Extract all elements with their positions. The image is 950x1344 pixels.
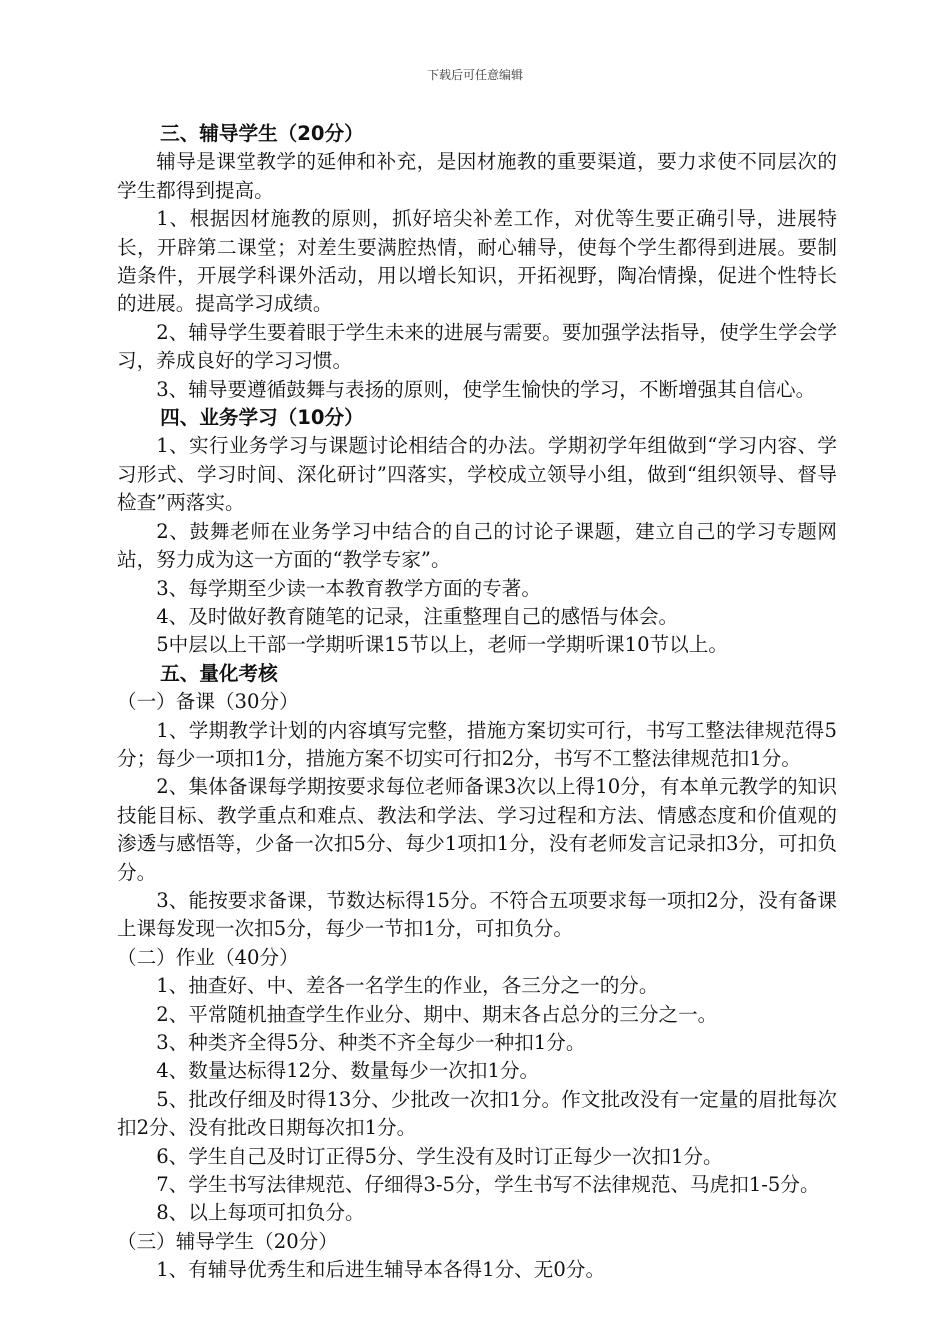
paragraph: 3、辅导要遵循鼓舞与表扬的原则，使学生愉快的学习，不断增强其自信心。 xyxy=(156,377,816,401)
paragraph: 3、能按要求备课，节数达标得15分。不符合五项要求每一项扣2分，没有备课上课每发现一次扣5分，每少一节扣1分，可扣负分。 xyxy=(117,888,837,941)
paragraph: 2、鼓舞老师在业务学习中结合的自己的讨论子课题，建立自己的学习专题网站，努力成为这一方面的“教学专家”。 xyxy=(117,519,837,572)
paragraph: 1、根据因材施教的原则，抓好培尖补差工作，对优等生要正确引导，进展特长，开辟第二课堂；对差生要满腔热情，耐心辅导，使每个学生都得到进展。要制造条件，开展学科课外活动，用以增长知识，开拓视野，陶冶情操，促进个性特长的进展。提高学习成绩。 xyxy=(117,207,837,316)
paragraph: 1、有辅导优秀生和后进生辅导本各得1分、无0分。 xyxy=(156,1258,606,1282)
section-heading: 三、辅导学生（20分） xyxy=(160,122,364,145)
subsection-heading: （一）备课（30分） xyxy=(117,690,299,714)
paragraph: 2、集体备课每学期按要求每位老师备课3次以上得10分，有本单元教学的知识技能目标、教学重点和难点、教法和学法、学习过程和方法、情感态度和价值观的渗透与感悟等，少备一次扣5分、每少1项扣1分，没有老师发言记录扣3分，可扣负分。 xyxy=(117,775,837,884)
paragraph: 6、学生自己及时订正得5分、学生没有及时订正每少一次扣1分。 xyxy=(156,1144,723,1168)
paragraph: 5、批改仔细及时得13分、少批改一次扣1分。作文批改没有一定量的眉批每次扣2分、没有批改日期每次扣1分。 xyxy=(117,1087,837,1140)
subsection-heading: （二）作业（40分） xyxy=(117,945,299,969)
paragraph: 1、学期教学计划的内容填写完整，措施方案切实可行，书写工整法律规范得5分；每少一项扣1分，措施方案不切实可行扣2分，书写不工整法律规范扣1分。 xyxy=(117,718,837,770)
paragraph: 8、以上每项可扣负分。 xyxy=(156,1201,365,1225)
paragraph: 2、辅导学生要着眼于学生未来的进展与需要。要加强学法指导，使学生学会学习，养成良好的学习习惯。 xyxy=(117,320,837,373)
section-heading: 五、量化考核 xyxy=(160,661,278,685)
page-header: 下载后可任意编辑 xyxy=(426,68,523,82)
paragraph: 3、每学期至少读一本教育教学方面的专著。 xyxy=(156,576,541,600)
paragraph: 4、数量达标得12分、数量每少一次扣1分。 xyxy=(156,1059,540,1083)
subsection-heading: （三）辅导学生（20分） xyxy=(117,1229,338,1253)
document-body xyxy=(117,120,837,1285)
paragraph: 辅导是课堂教学的延伸和补充，是因材施教的重要渠道，要力求使不同层次的学生都得到提高。 xyxy=(117,150,837,202)
section-heading: 四、业务学习（10分） xyxy=(160,406,364,430)
paragraph: 4、及时做好教育随笔的记录，注重整理自己的感悟与体会。 xyxy=(156,604,679,628)
paragraph: 1、抽查好、中、差各一名学生的作业，各三分之一的分。 xyxy=(156,974,659,998)
paragraph: 2、平常随机抽查学生作业分、期中、期末各占总分的三分之一。 xyxy=(156,1002,718,1026)
paragraph: 1、实行业务学习与课题讨论相结合的办法。学期初学年组做到“学习内容、学习形式、学习时间、深化研讨”四落实，学校成立领导小组，做到“组织领导、督导检查”两落实。 xyxy=(117,434,837,515)
paragraph: 7、学生书写法律规范、仔细得3-5分，学生书写不法律规范、马虎扣1-5分。 xyxy=(156,1173,820,1197)
paragraph: 3、种类齐全得5分、种类不齐全每少一种扣1分。 xyxy=(156,1031,586,1054)
paragraph: 5中层以上干部一学期听课15节以上，老师一学期听课10节以上。 xyxy=(156,633,728,657)
